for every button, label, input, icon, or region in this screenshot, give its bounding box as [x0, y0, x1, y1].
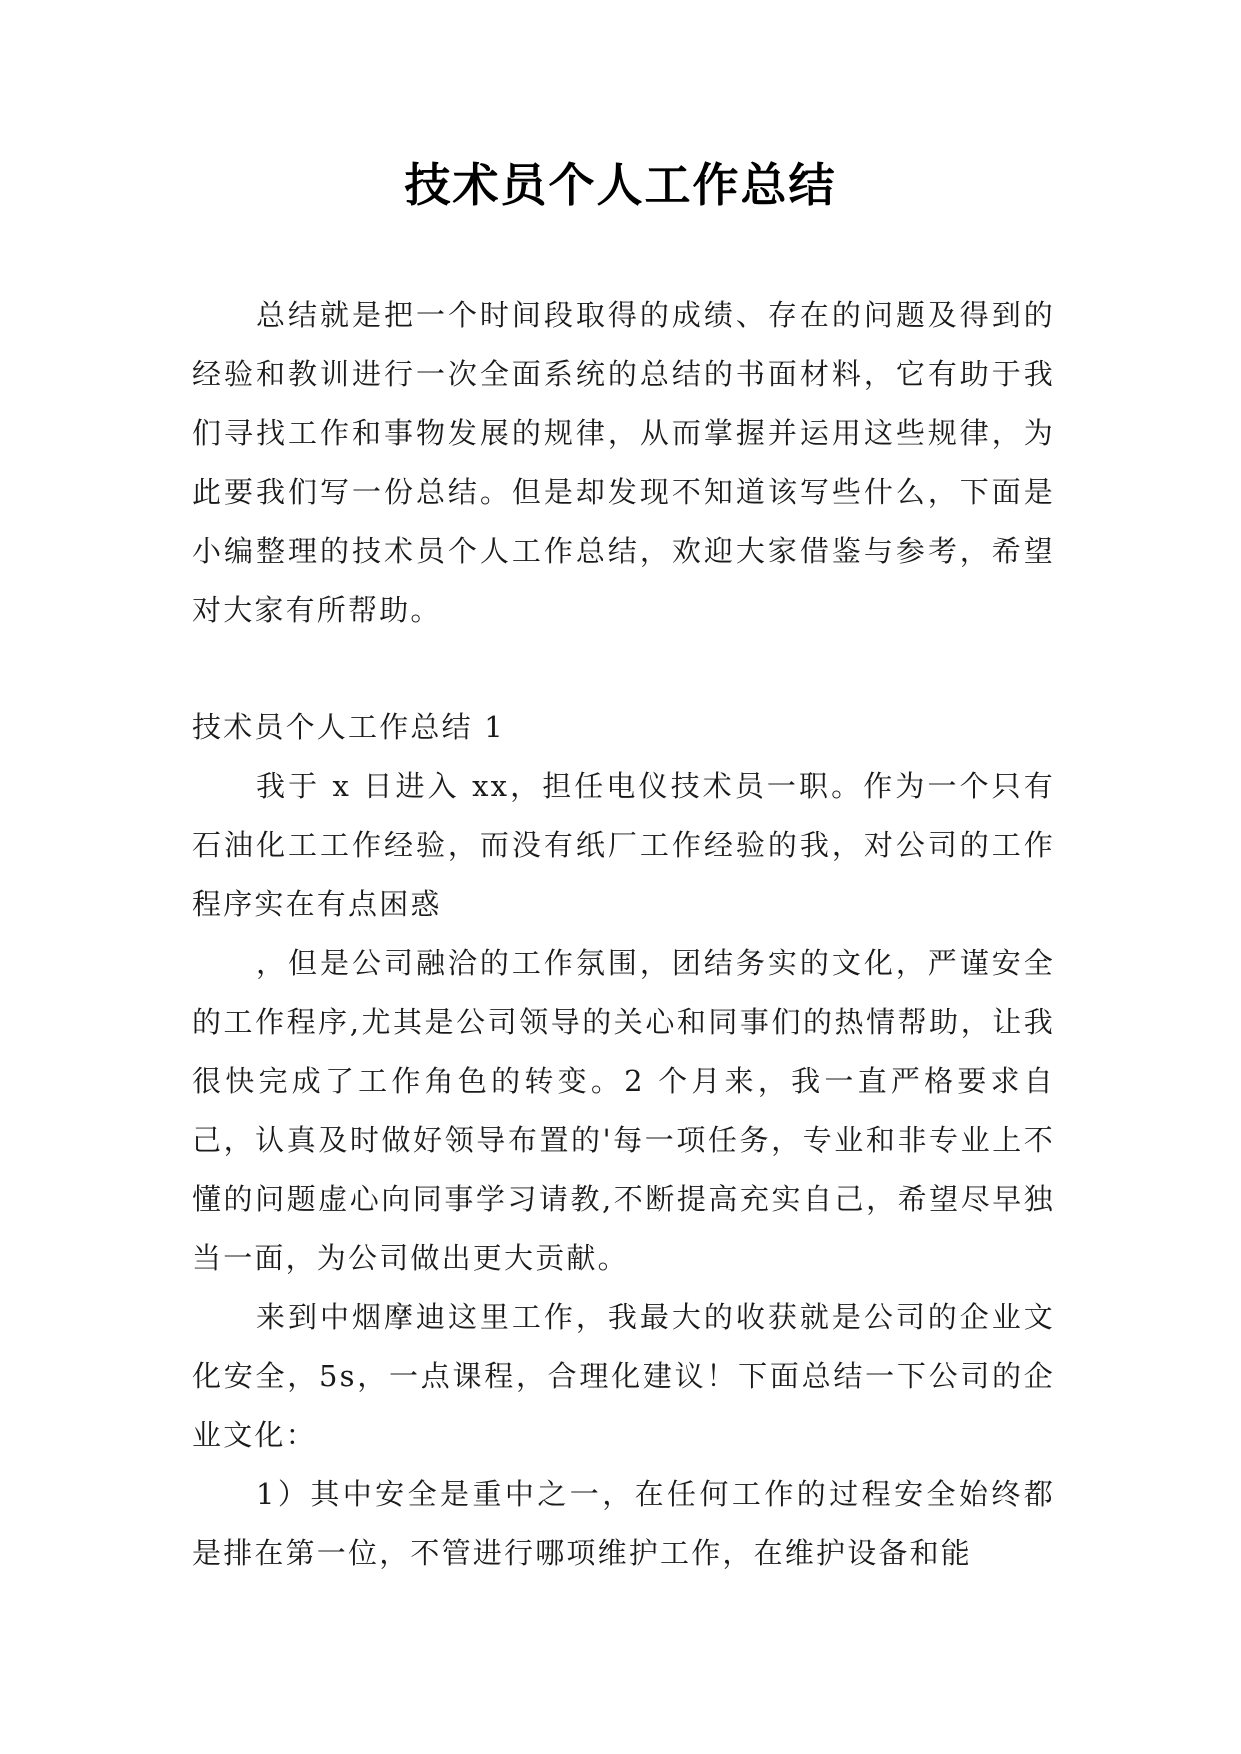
body-paragraph-1: 我于 x 日进入 xx，担任电仪技术员一职。作为一个只有石油化工工作经验，而没有纸厂工作经验的我，对公司的工作程序实在有点困惑 — [192, 769, 1055, 921]
intro-paragraph: 总结就是把一个时间段取得的成绩、存在的问题及得到的经验和教训进行一次全面系统的总结的书面材料，它有助于我们寻找工作和事物发展的规律，从而掌握并运用这些规律，为此要我们写一份总结。但是却发现不知道该写些什么，下面是小编整理的技术员个人工作总结，欢迎大家借鉴与参考，希望对大家有所帮助。 — [192, 298, 1055, 627]
document-body — [192, 286, 1055, 1583]
body-paragraph-2: ，但是公司融洽的工作氛围，团结务实的文化，严谨安全的工作程序,尤其是公司领导的关心和同事们的热情帮助，让我很快完成了工作角色的转变。2 个月来，我一直严格要求自己，认真及时做好领导布置的'每一项任务，专业和非专业上不懂的问题虚心向同事学习请教,不断提高充实自己，希望尽早独当一面，为公司做出更大贡献。 — [192, 946, 1055, 1275]
body-paragraph-3: 来到中烟摩迪这里工作，我最大的收获就是公司的企业文化安全，5s，一点课程，合理化建议！下面总结一下公司的企业文化： — [192, 1300, 1055, 1452]
body-paragraph-4: 1）其中安全是重中之一，在任何工作的过程安全始终都是排在第一位，不管进行哪项维护工作，在维护设备和能 — [192, 1477, 1055, 1570]
section-heading: 技术员个人工作总结 1 — [192, 710, 505, 744]
paragraph-spacer — [192, 640, 1055, 698]
document-title: 技术员个人工作总结 — [404, 158, 837, 212]
